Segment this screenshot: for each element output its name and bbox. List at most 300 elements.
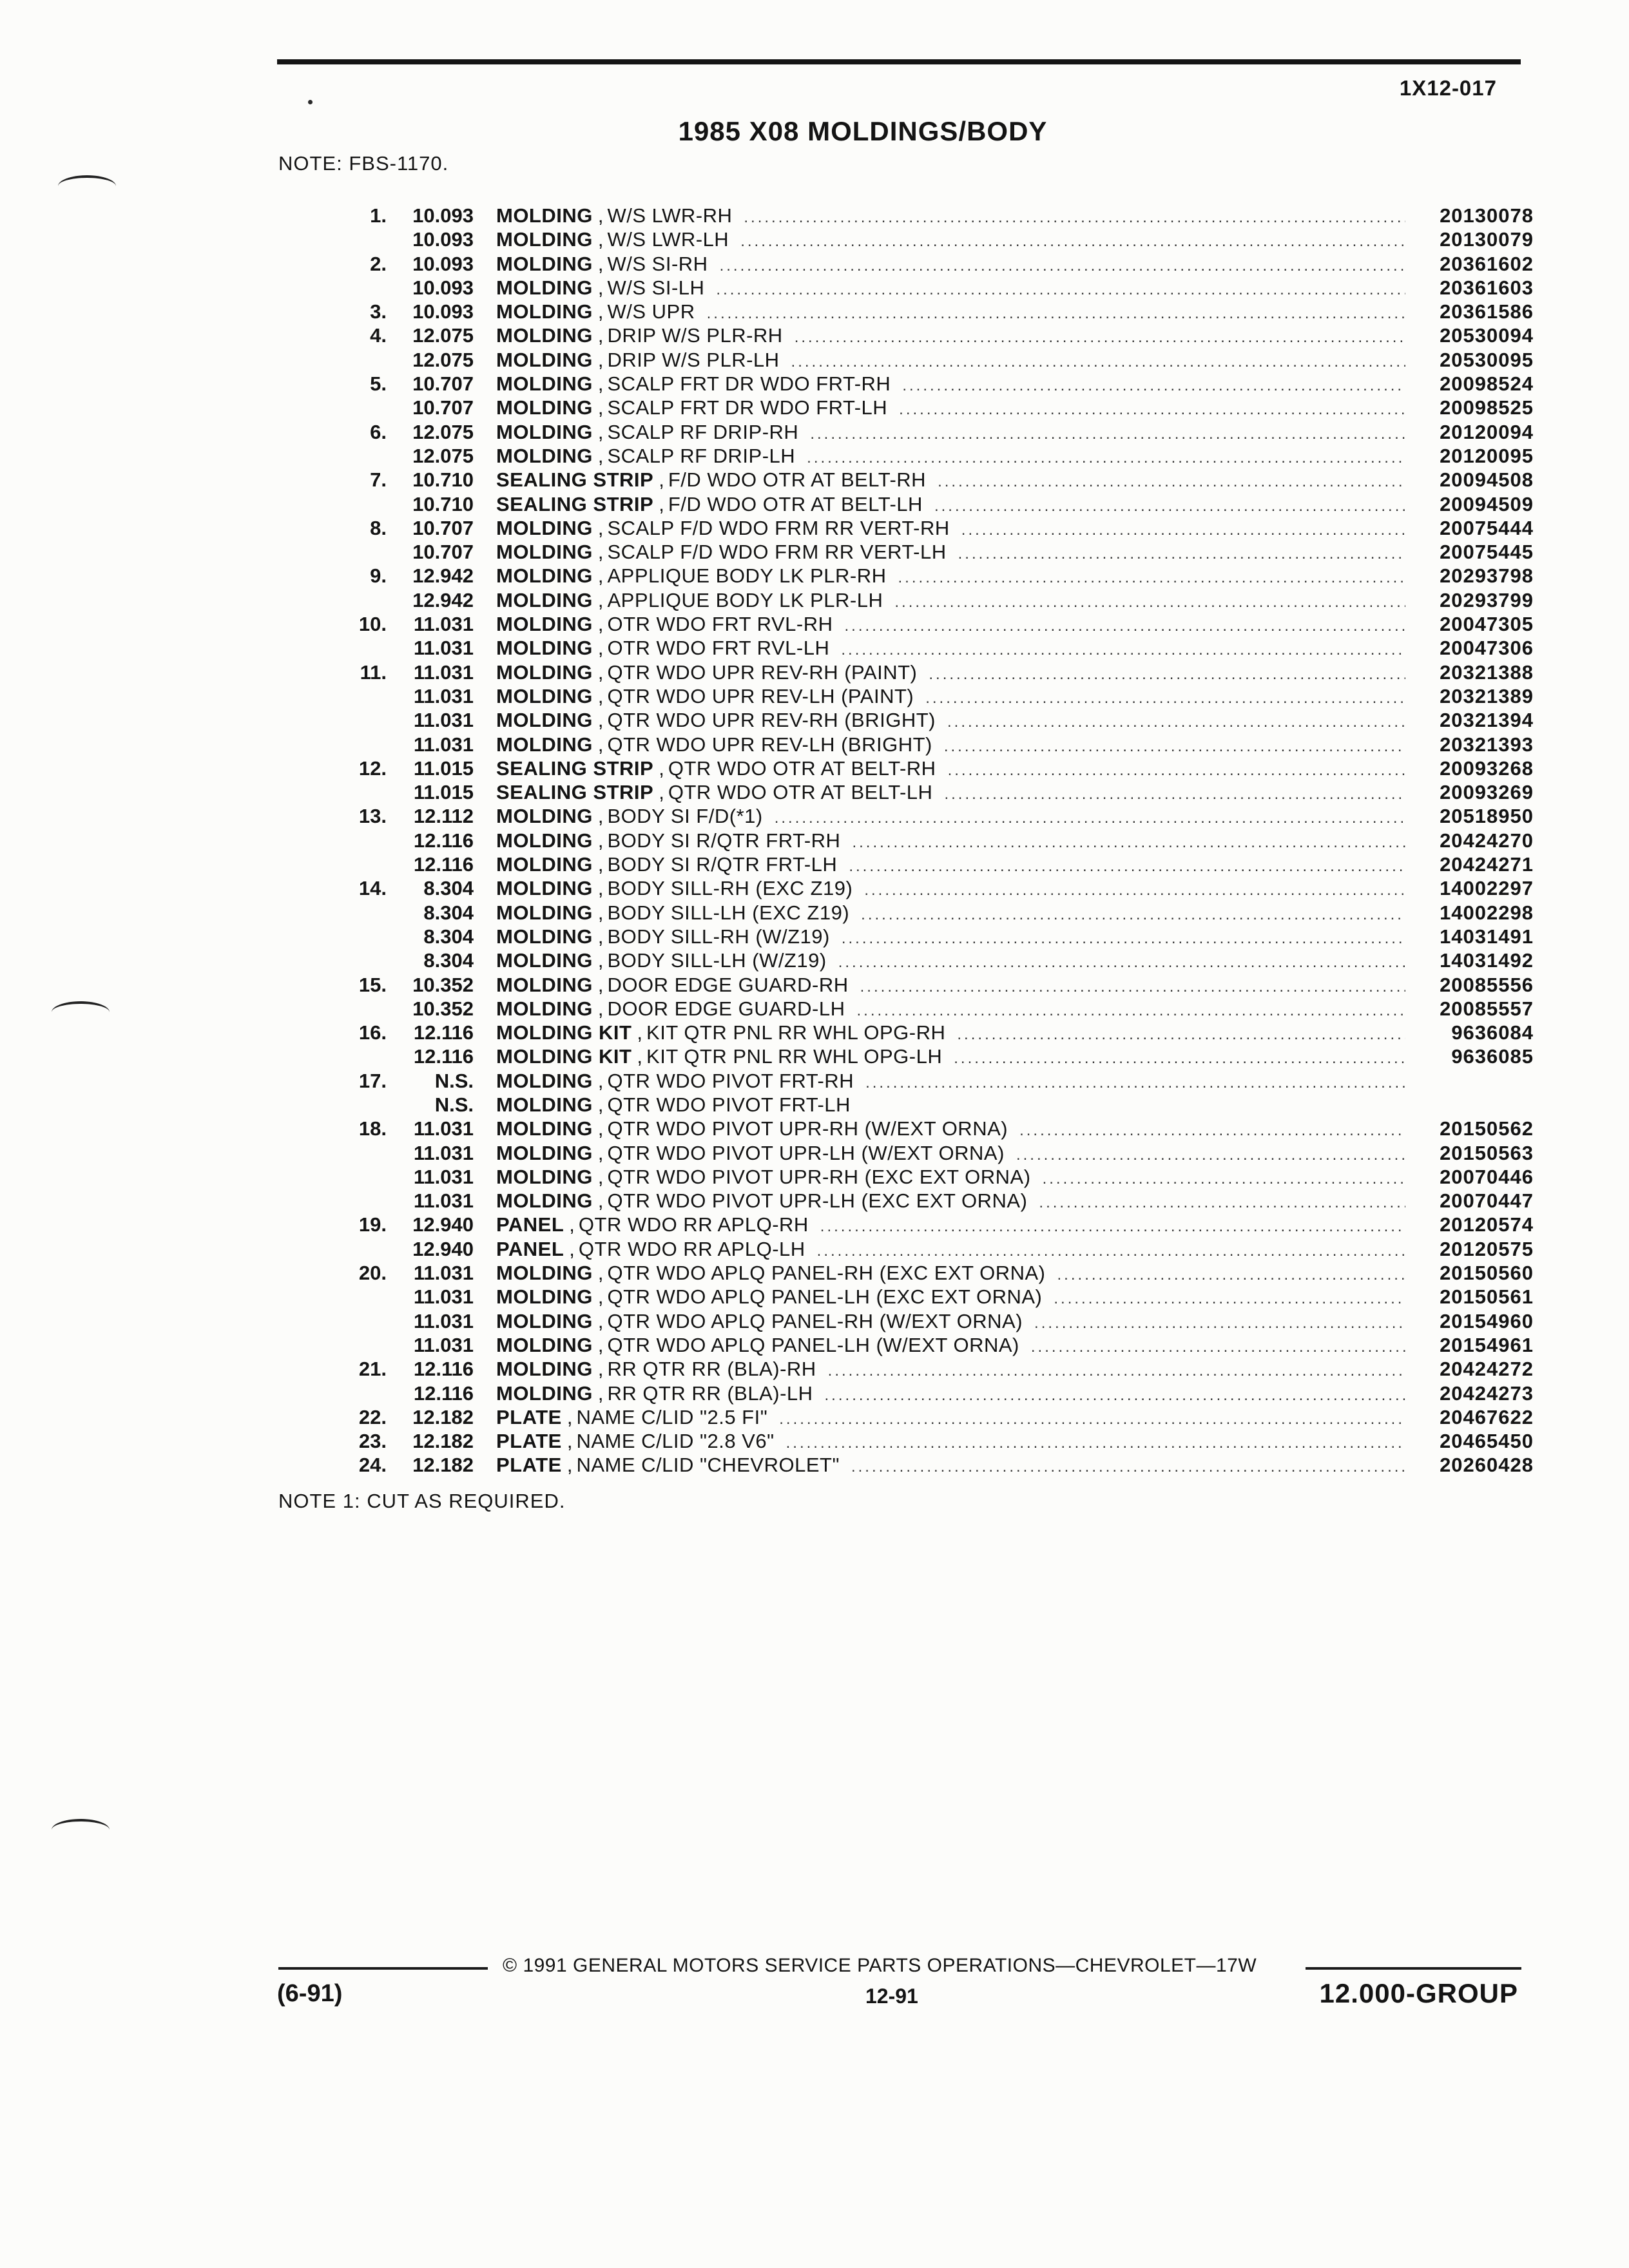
part-name: MOLDING xyxy=(496,1117,593,1140)
part-description xyxy=(496,1069,1534,1095)
parts-row xyxy=(342,660,1534,684)
part-detail: SCALP FRT DR WDO FRT-LH xyxy=(607,396,888,419)
part-detail: QTR WDO UPR REV-RH (PAINT) xyxy=(607,660,918,684)
group-code: 12.075 xyxy=(412,420,474,443)
comma-separator: , xyxy=(569,1237,575,1260)
comma-separator: , xyxy=(637,1045,643,1068)
part-name: MOLDING xyxy=(496,204,593,227)
comma-separator: , xyxy=(659,492,664,515)
dot-leader xyxy=(948,758,1405,782)
parts-row xyxy=(342,276,1534,300)
dot-leader xyxy=(810,422,1405,446)
part-detail: APPLIQUE BODY LK PLR-LH xyxy=(607,588,883,611)
group-code: 10.707 xyxy=(412,372,474,396)
parts-row xyxy=(342,420,1534,444)
dot-leader xyxy=(851,1455,1405,1479)
group-code: 10.707 xyxy=(412,396,474,419)
part-description xyxy=(496,780,1534,806)
part-description xyxy=(496,1165,1534,1191)
part-description xyxy=(496,1141,1534,1167)
group-code: 12.116 xyxy=(413,853,474,876)
document-id: 1X12-017 xyxy=(1399,76,1497,100)
group-code: 11.031 xyxy=(413,733,474,756)
ref-number: 8. xyxy=(370,516,387,539)
group-code: 12.075 xyxy=(412,348,474,371)
parts-row xyxy=(342,636,1534,660)
part-description xyxy=(496,276,1534,302)
part-name: MOLDING xyxy=(496,805,593,828)
part-detail: OTR WDO FRT RVL-LH xyxy=(607,637,830,660)
comma-separator: , xyxy=(597,1333,604,1356)
group-code: 11.015 xyxy=(413,781,474,804)
part-name: MOLDING xyxy=(496,564,593,588)
part-detail: BODY SI R/QTR FRT-RH xyxy=(607,829,841,852)
part-number: 20321389 xyxy=(1440,684,1534,707)
part-name: MOLDING xyxy=(496,901,593,924)
part-name: PANEL xyxy=(496,1213,564,1236)
comma-separator: , xyxy=(597,1262,604,1285)
part-description xyxy=(496,564,1534,590)
part-number: 20530095 xyxy=(1440,348,1534,371)
part-detail: QTR WDO APLQ PANEL-RH (EXC EXT ORNA) xyxy=(607,1262,1046,1285)
part-detail: APPLIQUE BODY LK PLR-RH xyxy=(607,564,887,588)
part-name: MOLDING xyxy=(496,709,593,732)
ref-number: 12. xyxy=(358,756,387,780)
part-detail: QTR WDO RR APLQ-LH xyxy=(578,1237,805,1260)
parts-row xyxy=(342,1213,1534,1236)
ref-number: 16. xyxy=(358,1021,387,1044)
part-description xyxy=(496,444,1534,470)
dot-leader xyxy=(856,999,1405,1023)
part-number: 20321394 xyxy=(1440,709,1534,732)
part-name: MOLDING xyxy=(496,997,593,1020)
part-detail: QTR WDO PIVOT UPR-RH (EXC EXT ORNA) xyxy=(607,1165,1031,1188)
ref-number: 22. xyxy=(358,1405,387,1428)
dot-leader xyxy=(1057,1263,1405,1287)
part-name: SEALING STRIP xyxy=(496,756,654,780)
comma-separator: , xyxy=(597,805,604,828)
part-number: 20150560 xyxy=(1440,1262,1534,1285)
group-code: 10.352 xyxy=(412,997,474,1020)
group-code: 10.093 xyxy=(412,204,474,227)
part-number: 20321388 xyxy=(1440,660,1534,684)
part-detail: F/D WDO OTR AT BELT-LH xyxy=(668,492,923,515)
part-detail: BODY SI F/D(*1) xyxy=(607,805,763,828)
ref-number: 18. xyxy=(358,1117,387,1140)
dot-leader xyxy=(957,1023,1405,1046)
part-description xyxy=(496,733,1534,758)
group-code: 12.116 xyxy=(413,1021,474,1044)
comma-separator: , xyxy=(597,1309,604,1332)
part-number: 9636084 xyxy=(1451,1021,1534,1044)
comma-separator: , xyxy=(597,709,604,732)
dot-leader xyxy=(1034,1311,1405,1335)
dot-leader xyxy=(934,494,1405,518)
dot-leader xyxy=(740,229,1405,253)
part-description xyxy=(496,348,1534,374)
part-number: 14031492 xyxy=(1440,949,1534,972)
part-detail: BODY SILL-RH (EXC Z19) xyxy=(607,877,853,900)
parts-row xyxy=(342,227,1534,251)
parts-row xyxy=(342,1261,1534,1285)
group-code: 11.015 xyxy=(413,756,474,780)
group-code: 8.304 xyxy=(423,877,474,900)
part-description xyxy=(496,804,1534,830)
ref-number: 24. xyxy=(358,1454,387,1477)
part-number: 20047306 xyxy=(1440,637,1534,660)
part-name: MOLDING xyxy=(496,588,593,611)
dot-leader xyxy=(775,806,1405,830)
part-number: 20120094 xyxy=(1440,420,1534,443)
part-number: 20130079 xyxy=(1440,228,1534,251)
comma-separator: , xyxy=(566,1430,573,1453)
group-code: 8.304 xyxy=(423,901,474,924)
binder-hole-mark xyxy=(52,1001,110,1023)
dot-leader xyxy=(720,254,1405,278)
group-code: 12.182 xyxy=(412,1430,474,1453)
part-detail: KIT QTR PNL RR WHL OPG-LH xyxy=(646,1045,943,1068)
part-name: PLATE xyxy=(496,1430,562,1453)
part-name: MOLDING xyxy=(496,1333,593,1356)
part-detail: BODY SI R/QTR FRT-LH xyxy=(607,853,838,876)
parts-row xyxy=(342,1069,1534,1093)
ref-number: 11. xyxy=(360,660,387,684)
part-name: MOLDING xyxy=(496,829,593,852)
part-description xyxy=(496,973,1534,999)
dot-leader xyxy=(944,782,1405,806)
part-description xyxy=(496,1237,1534,1263)
group-code: 12.116 xyxy=(413,829,474,852)
part-number: 20154960 xyxy=(1440,1309,1534,1332)
part-number: 20467622 xyxy=(1440,1405,1534,1428)
dot-leader xyxy=(1043,1167,1405,1191)
part-number: 20361603 xyxy=(1440,276,1534,299)
group-code: 11.031 xyxy=(413,660,474,684)
group-code: 12.940 xyxy=(412,1213,474,1236)
part-description xyxy=(496,252,1534,278)
parts-row xyxy=(342,1429,1534,1453)
parts-row xyxy=(342,733,1534,756)
parts-row xyxy=(342,372,1534,396)
ref-number: 14. xyxy=(358,877,387,900)
part-name: MOLDING xyxy=(496,300,593,323)
comma-separator: , xyxy=(597,684,604,707)
comma-separator: , xyxy=(597,1165,604,1188)
binder-hole-mark xyxy=(52,1819,110,1841)
part-detail: W/S UPR xyxy=(607,300,695,323)
parts-row xyxy=(342,1165,1534,1189)
part-number: 20260428 xyxy=(1440,1454,1534,1477)
comma-separator: , xyxy=(597,444,604,467)
part-description xyxy=(496,948,1534,974)
part-number: 20085557 xyxy=(1440,997,1534,1020)
part-number: 20047305 xyxy=(1440,613,1534,636)
comma-separator: , xyxy=(597,660,604,684)
ref-number: 13. xyxy=(358,805,387,828)
part-description xyxy=(496,588,1534,614)
part-number: 20150561 xyxy=(1440,1285,1534,1309)
part-number: 20150563 xyxy=(1440,1141,1534,1164)
copyright-line: © 1991 GENERAL MOTORS SERVICE PARTS OPERATIONS—CHEVROLET—17W xyxy=(503,1955,1257,1976)
part-detail: QTR WDO UPR REV-LH (BRIGHT) xyxy=(607,733,932,756)
group-code: 12.116 xyxy=(413,1381,474,1405)
group-code: 12.182 xyxy=(412,1454,474,1477)
part-detail: QTR WDO APLQ PANEL-LH (W/EXT ORNA) xyxy=(607,1333,1019,1356)
comma-separator: , xyxy=(597,276,604,299)
part-detail: DOOR EDGE GUARD-LH xyxy=(607,997,845,1020)
part-detail: RR QTR RR (BLA)-LH xyxy=(607,1381,813,1405)
part-description xyxy=(496,660,1534,686)
header-note: NOTE: FBS-1170. xyxy=(278,152,449,175)
part-detail: NAME C/LID "2.8 V6" xyxy=(576,1430,775,1453)
dot-leader xyxy=(807,446,1405,470)
part-number: 20085556 xyxy=(1440,973,1534,996)
parts-row xyxy=(342,588,1534,612)
parts-row xyxy=(342,1044,1534,1068)
group-code: 11.031 xyxy=(413,684,474,707)
comma-separator: , xyxy=(597,324,604,347)
part-name: MOLDING xyxy=(496,420,593,443)
parts-row xyxy=(342,876,1534,900)
comma-separator: , xyxy=(566,1405,573,1428)
part-description xyxy=(496,876,1534,902)
part-name: MOLDING xyxy=(496,973,593,996)
comma-separator: , xyxy=(597,396,604,419)
parts-row xyxy=(342,516,1534,540)
part-number: 20120574 xyxy=(1440,1213,1534,1236)
group-code: 10.093 xyxy=(412,300,474,323)
parts-row xyxy=(342,323,1534,347)
part-name: MOLDING xyxy=(496,733,593,756)
comma-separator: , xyxy=(566,1454,573,1477)
dot-leader xyxy=(838,950,1405,974)
part-description xyxy=(496,901,1534,927)
part-name: MOLDING xyxy=(496,516,593,539)
parts-row xyxy=(342,564,1534,588)
parts-row xyxy=(342,780,1534,804)
footnote-1: NOTE 1: CUT AS REQUIRED. xyxy=(278,1490,566,1512)
dot-leader xyxy=(852,831,1405,854)
part-number: 20098525 xyxy=(1440,396,1534,419)
comma-separator: , xyxy=(597,1141,604,1164)
part-number: 20424271 xyxy=(1440,853,1534,876)
group-code: 10.707 xyxy=(412,516,474,539)
part-name: MOLDING xyxy=(496,1262,593,1285)
ref-number: 2. xyxy=(370,252,387,275)
part-detail: DOOR EDGE GUARD-RH xyxy=(607,973,849,996)
comma-separator: , xyxy=(597,228,604,251)
part-description xyxy=(496,684,1534,710)
parts-row xyxy=(342,1021,1534,1044)
part-name: MOLDING xyxy=(496,684,593,707)
comma-separator: , xyxy=(597,925,604,948)
dot-leader xyxy=(825,1383,1405,1407)
group-code: 11.031 xyxy=(413,637,474,660)
part-name: MOLDING xyxy=(496,1358,593,1381)
part-description xyxy=(496,540,1534,566)
part-description xyxy=(496,468,1534,494)
part-number: 20150562 xyxy=(1440,1117,1534,1140)
part-name: SEALING STRIP xyxy=(496,781,654,804)
dot-leader xyxy=(842,927,1405,950)
part-number: 20465450 xyxy=(1440,1430,1534,1453)
part-detail: QTR WDO PIVOT UPR-LH (EXC EXT ORNA) xyxy=(607,1189,1028,1213)
part-number: 20424273 xyxy=(1440,1381,1534,1405)
group-code: 11.031 xyxy=(413,1333,474,1356)
group-code: 11.031 xyxy=(413,613,474,636)
part-name: MOLDING xyxy=(496,1165,593,1188)
part-name: MOLDING xyxy=(496,252,593,275)
part-detail: SCALP RF DRIP-RH xyxy=(607,420,799,443)
part-description xyxy=(496,997,1534,1023)
part-detail: SCALP F/D WDO FRM RR VERT-RH xyxy=(607,516,950,539)
dot-leader xyxy=(860,975,1405,999)
part-description xyxy=(496,1189,1534,1215)
part-detail: QTR WDO UPR REV-LH (PAINT) xyxy=(607,684,914,707)
part-name: MOLDING xyxy=(496,1285,593,1309)
part-description xyxy=(496,323,1534,349)
dot-leader xyxy=(786,1431,1405,1455)
part-detail: NAME C/LID "CHEVROLET" xyxy=(576,1454,840,1477)
dot-leader xyxy=(1039,1191,1405,1215)
part-name: MOLDING xyxy=(496,1189,593,1213)
part-number: 20361586 xyxy=(1440,300,1534,323)
part-name: MOLDING xyxy=(496,276,593,299)
part-name: MOLDING KIT xyxy=(496,1045,632,1068)
comma-separator: , xyxy=(597,733,604,756)
part-name: MOLDING xyxy=(496,1141,593,1164)
part-detail: QTR WDO PIVOT UPR-LH (W/EXT ORNA) xyxy=(607,1141,1005,1164)
part-number: 20120575 xyxy=(1440,1237,1534,1260)
parts-row xyxy=(342,1117,1534,1140)
group-code: 10.352 xyxy=(412,973,474,996)
part-detail: W/S SI-RH xyxy=(607,252,708,275)
part-name: MOLDING xyxy=(496,541,593,564)
part-number: 14031491 xyxy=(1440,925,1534,948)
part-detail: DRIP W/S PLR-RH xyxy=(607,324,783,347)
dot-leader xyxy=(925,686,1405,710)
part-description xyxy=(496,1117,1534,1142)
parts-row xyxy=(342,684,1534,708)
part-name: MOLDING xyxy=(496,613,593,636)
part-description xyxy=(496,492,1534,518)
dot-leader xyxy=(1054,1287,1405,1311)
part-number: 20518950 xyxy=(1440,805,1534,828)
ref-number: 10. xyxy=(358,613,387,636)
parts-row xyxy=(342,1381,1534,1405)
comma-separator: , xyxy=(597,877,604,900)
dot-leader xyxy=(820,1215,1405,1238)
part-description xyxy=(496,1261,1534,1287)
dot-leader xyxy=(944,735,1405,758)
parts-row xyxy=(342,348,1534,372)
ref-number: 19. xyxy=(358,1213,387,1236)
comma-separator: , xyxy=(597,1358,604,1381)
comma-separator: , xyxy=(597,853,604,876)
comma-separator: , xyxy=(597,613,604,636)
dot-leader xyxy=(958,542,1405,566)
group-code: 11.031 xyxy=(413,1189,474,1213)
group-code: 11.031 xyxy=(413,1309,474,1332)
group-code: 11.031 xyxy=(413,1117,474,1140)
group-code: 12.075 xyxy=(412,324,474,347)
revision-date: (6-91) xyxy=(277,1980,343,2007)
part-detail: RR QTR RR (BLA)-RH xyxy=(607,1358,816,1381)
parts-row xyxy=(342,1189,1534,1213)
group-code: N.S. xyxy=(434,1093,474,1116)
comma-separator: , xyxy=(597,541,604,564)
group-code: 11.031 xyxy=(413,1165,474,1188)
part-number: 20075444 xyxy=(1440,516,1534,539)
part-number: 20094509 xyxy=(1440,492,1534,515)
binder-hole-mark xyxy=(58,175,116,197)
ref-number: 3. xyxy=(370,300,387,323)
ref-number: 21. xyxy=(358,1358,387,1381)
parts-row xyxy=(342,973,1534,997)
comma-separator: , xyxy=(597,1285,604,1309)
dot-leader xyxy=(744,206,1405,229)
part-number: 20293799 xyxy=(1440,588,1534,611)
comma-separator: , xyxy=(597,637,604,660)
group-code: 11.031 xyxy=(413,709,474,732)
part-number: 20093268 xyxy=(1440,756,1534,780)
part-description xyxy=(496,1213,1534,1238)
part-name: MOLDING xyxy=(496,348,593,371)
dot-leader xyxy=(1016,1143,1405,1167)
group-code: 10.707 xyxy=(412,541,474,564)
part-description xyxy=(496,1044,1534,1070)
part-detail: BODY SILL-RH (W/Z19) xyxy=(607,925,830,948)
part-detail: QTR WDO UPR REV-RH (BRIGHT) xyxy=(607,709,936,732)
dot-leader xyxy=(716,278,1405,302)
comma-separator: , xyxy=(597,252,604,275)
part-number: 20154961 xyxy=(1440,1333,1534,1356)
part-name: PLATE xyxy=(496,1405,562,1428)
part-name: PLATE xyxy=(496,1454,562,1477)
group-code: N.S. xyxy=(434,1069,474,1092)
group-code: 12.116 xyxy=(413,1045,474,1068)
dot-leader xyxy=(849,854,1405,878)
part-description xyxy=(496,1309,1534,1335)
footer-rule-right xyxy=(1306,1967,1521,1970)
group-code: 12.942 xyxy=(412,588,474,611)
part-description xyxy=(496,204,1534,229)
comma-separator: , xyxy=(597,300,604,323)
part-detail: QTR WDO APLQ PANEL-RH (W/EXT ORNA) xyxy=(607,1309,1023,1332)
group-code: 10.093 xyxy=(412,252,474,275)
part-number: 20098524 xyxy=(1440,372,1534,396)
part-number: 20130078 xyxy=(1440,204,1534,227)
part-description xyxy=(496,1429,1534,1455)
ref-number: 7. xyxy=(370,468,387,492)
parts-row xyxy=(342,1453,1534,1477)
part-name: PANEL xyxy=(496,1237,564,1260)
part-detail: F/D WDO OTR AT BELT-RH xyxy=(668,468,927,492)
parts-row xyxy=(342,852,1534,876)
parts-row xyxy=(342,252,1534,276)
part-name: MOLDING xyxy=(496,396,593,419)
part-name: MOLDING KIT xyxy=(496,1021,632,1044)
parts-row xyxy=(342,925,1534,948)
dot-leader xyxy=(707,302,1405,325)
part-number: 20424272 xyxy=(1440,1358,1534,1381)
part-number: 20093269 xyxy=(1440,781,1534,804)
part-name: SEALING STRIP xyxy=(496,468,654,492)
ref-number: 6. xyxy=(370,420,387,443)
ref-number: 5. xyxy=(370,372,387,396)
parts-row xyxy=(342,1285,1534,1309)
comma-separator: , xyxy=(597,564,604,588)
